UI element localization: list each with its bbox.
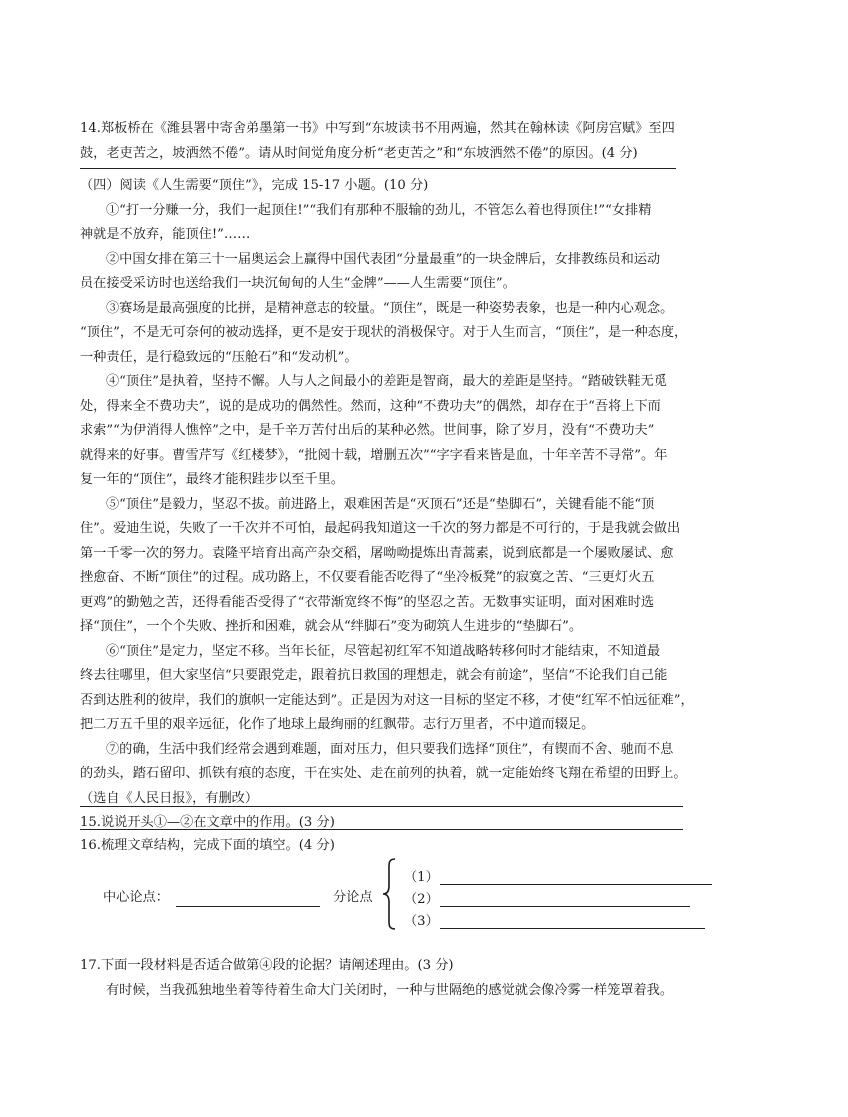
answer-line-15b <box>80 829 683 830</box>
paragraph-line: ⑤“顶住”是毅力，坚忍不拔。前进路上，艰难困苦是“灭顶石”还是“垫脚石”，关键看能不能“顶 <box>106 496 655 512</box>
sub-argument-blank-2[interactable] <box>440 906 690 907</box>
sub-argument-item-3: （3） <box>404 914 439 929</box>
paragraph-line: 择“顶住”，一个个失败、挫折和困难，就会从“绊脚石”变为砌筑人生进步的“垫脚石”。 <box>80 619 583 634</box>
paragraph-6 <box>80 640 770 738</box>
paragraph-line: 第一千零一次的努力。袁隆平培育出高产杂交稻，屠呦呦提炼出青蒿素，说到底都是一个屡败屡试、愈 <box>80 545 674 561</box>
paragraph-2 <box>80 248 770 297</box>
answer-line-14 <box>80 168 676 169</box>
curly-brace-icon <box>382 858 396 930</box>
paragraph-line: 一种责任，是行稳致远的“压舱石”和“发动机”。 <box>80 349 358 365</box>
question-14 <box>80 117 770 166</box>
paragraph-line: 神就是不放弃，能顶住!”…… <box>80 227 251 242</box>
paragraph-line: ②中国女排在第三十一届奥运会上赢得中国代表团“分量最重”的一块金牌后，女排教练员和运动 <box>106 251 661 267</box>
paragraph-5 <box>80 493 770 640</box>
question-17 <box>80 954 770 1003</box>
paragraph-line: 更鸡”的勤勉之苦，还得看能否受得了“衣带渐宽终不悔”的坚忍之苦。无数事实证明，面对困难时选 <box>80 594 655 610</box>
question-14-line: 14.郑板桥在《潍县署中寄舍弟墨第一书》中写到“东坡读书不用两遍，然其在翰林读《阿房宫赋》至四 <box>80 121 675 136</box>
paragraph-7 <box>80 738 770 787</box>
question-14-line: 鼓，老吏苦之，坡洒然不倦”。请从时间觉角度分析“老吏苦之”和“东坡洒然不倦”的原因。(4 分) <box>80 145 638 161</box>
sub-argument-item-2: （2） <box>404 892 439 907</box>
article-source: （选自《人民日报》，有删改） <box>80 790 259 806</box>
paragraph-line: 就得来的好事。曹雪芹写《红楼梦》，“批阅十载，增删五次”“字字看来皆是血，十年辛苦不寻常”。年 <box>80 447 668 463</box>
paragraph-line: 的劲头，踏石留印、抓铁有痕的态度，干在实处、走在前列的执着，就一定能始终飞翔在希望的田野上。 <box>80 766 687 781</box>
sub-argument-label: 分论点 <box>333 890 373 905</box>
center-argument-blank[interactable] <box>176 906 320 907</box>
paragraph-line: 员在接受采访时也送给我们一块沉甸甸的人生“金牌”——人生需要“顶住”。 <box>80 276 516 291</box>
question-16 <box>80 834 770 859</box>
question-17-text: 17.下面一段材料是否适合做第④段的论据？请阐述理由。(3 分) <box>80 958 454 973</box>
paragraph-line: 把二万五千里的艰辛远征，化作了地球上最绚丽的红飘带。志行万里者，不中道而辍足。 <box>80 717 595 732</box>
paragraph-line: 处，得来全不费功夫”，说的是成功的偶然性。然而，这种“不费功夫”的偶然，却存在于“吾将上下而 <box>80 398 661 414</box>
paragraph-line: 求索”“为伊消得人憔悴”之中，是千辛万苦付出后的某种必然。世间事，除了岁月，没有“不费功夫” <box>80 423 655 438</box>
paragraph-line: “顶住”，不是无可奈何的被动选择，更不是安于现状的消极保守。对于人生而言，“顶住”，是一种态度， <box>80 325 688 340</box>
question-16-text: 16.梳理文章结构，完成下面的填空。(4 分) <box>80 838 335 853</box>
center-argument-label: 中心论点： <box>103 890 169 905</box>
paragraph-line: ⑥“顶住”是定力，坚定不移。当年长征，尽管起初红军不知道战略转移何时才能结束，不知道最 <box>106 643 661 659</box>
paragraph-line: 终去往哪里，但大家坚信“只要跟党走，跟着抗日救国的理想走，就会有前途”，坚信“不论我们自己能 <box>80 668 668 683</box>
section-heading: （四）阅读《人生需要“顶住”》，完成 15-17 小题。(10 分) <box>80 178 429 193</box>
paragraph-line: 否到达胜利的彼岸，我们的旗帜一定能达到”。正是因为对这一目标的坚定不移，才使“红军不怕远征难”， <box>80 692 694 708</box>
paragraph-line: ④“顶住”是执着，坚持不懈。人与人之间最小的差距是智商，最大的差距是坚持。“踏破铁鞋无觅 <box>106 374 667 389</box>
paragraph-3 <box>80 297 770 371</box>
paragraph-line: ③赛场是最高强度的比拼，是精神意志的较量。“顶住”，既是一种姿势表象，也是一种内心观念。 <box>106 300 674 316</box>
paragraph-line: ⑦的确，生活中我们经常会遇到难题，面对压力，但只要我们选择“顶住”，有锲而不舍、驰而不息 <box>106 741 674 757</box>
sub-argument-blank-1[interactable] <box>440 884 712 885</box>
paragraph-line: 住”。爱迪生说，失败了一千次并不可怕，最起码我知道这一千次的努力都是不可行的，于是我就会做出 <box>80 521 681 536</box>
paragraph-4 <box>80 370 770 493</box>
paragraph-line: 复一年的“顶住”，最终才能积跬步以至千里。 <box>80 472 345 487</box>
article-section <box>80 174 770 836</box>
question-15: 15.说说开头①—②在文章中的作用。(3 分) <box>80 815 335 830</box>
sub-argument-item-1: （1） <box>404 870 439 885</box>
question-17-material: 有时候，当我孤独地坐着等待着生命大门关闭时，一种与世隔绝的感觉就会像冷雾一样笼罩着我。 <box>106 982 674 998</box>
sub-argument-blank-3[interactable] <box>440 928 705 929</box>
paragraph-line: 挫愈奋、不断“顶住”的过程。成功路上，不仅要看能否吃得了“坐冷板凳”的寂寞之苦、“三更灯火五 <box>80 570 655 585</box>
answer-line-15a <box>80 806 683 807</box>
paragraph-1 <box>80 199 770 248</box>
paragraph-line: ①“打一分赚一分，我们一起顶住!”“我们有那种不服输的劲儿，不管怎么着也得顶住!”“女排精 <box>106 202 652 218</box>
